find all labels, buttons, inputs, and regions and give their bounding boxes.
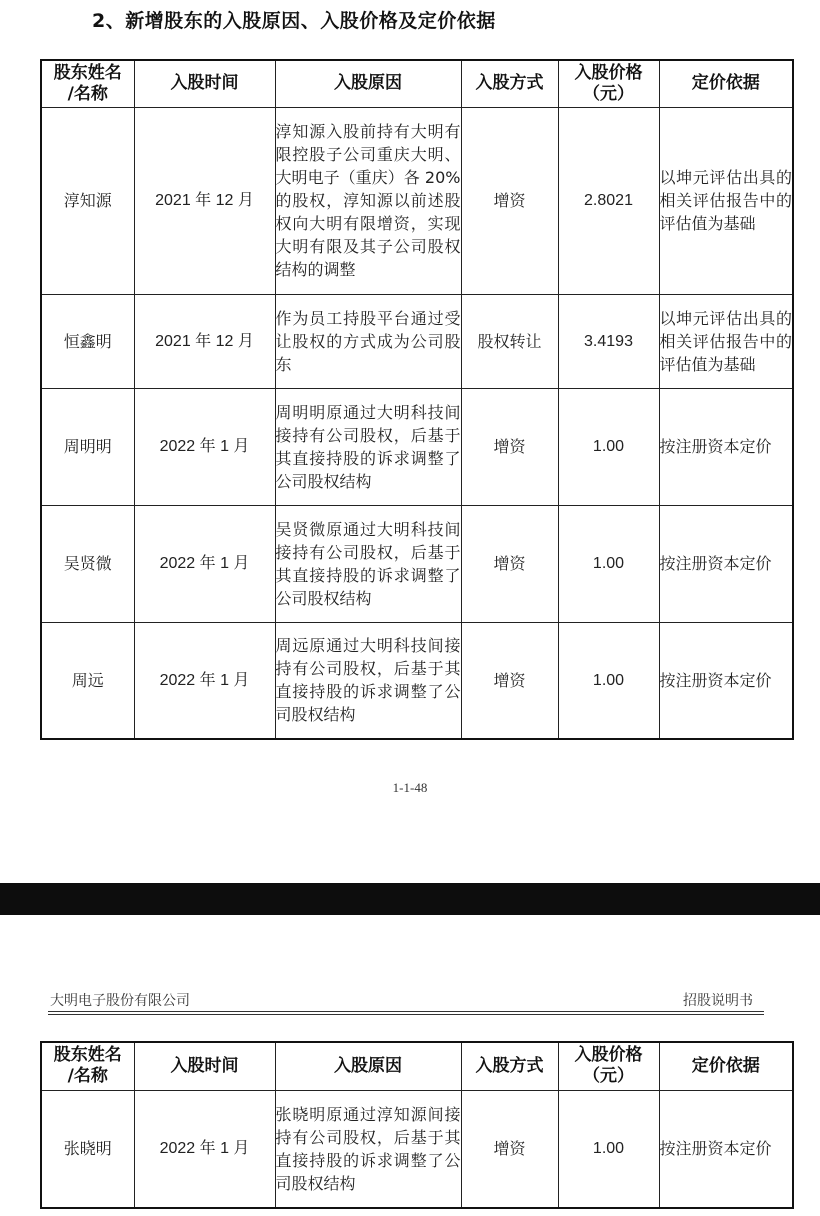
cell-basis: 按注册资本定价 [659, 388, 793, 505]
cell-date: 2022 年 1 月 [134, 622, 275, 739]
header-rule [48, 1011, 764, 1012]
table-row [41, 388, 793, 505]
header-price: 入股价格 （元） [558, 60, 659, 107]
header-basis: 定价依据 [659, 60, 793, 107]
cell-name: 吴贤微 [41, 505, 134, 622]
running-header-company: 大明电子股份有限公司 [50, 994, 190, 1009]
header-date: 入股时间 [134, 1042, 275, 1090]
header-name: 股东姓名 /名称 [41, 1042, 134, 1090]
page-separator [0, 883, 820, 915]
cell-reason: 淳知源入股前持有大明有限控股子公司重庆大明、大明电子（重庆）各 20%的股权，淳知源以前述股权向大明有限增资，实现大明有限及其子公司股权结构的调整 [275, 107, 461, 294]
cell-basis: 按注册资本定价 [659, 1090, 793, 1208]
cell-price: 1.00 [558, 1090, 659, 1208]
cell-name: 周远 [41, 622, 134, 739]
header-method: 入股方式 [461, 1042, 558, 1090]
cell-price: 3.4193 [558, 294, 659, 388]
cell-method: 股权转让 [461, 294, 558, 388]
table-header-row [41, 60, 793, 107]
cell-basis: 按注册资本定价 [659, 622, 793, 739]
cell-name: 淳知源 [41, 107, 134, 294]
cell-date: 2022 年 1 月 [134, 388, 275, 505]
cell-name: 张晓明 [41, 1090, 134, 1208]
cell-basis: 以坤元评估出具的相关评估报告中的评估值为基础 [659, 107, 793, 294]
cell-name: 恒鑫明 [41, 294, 134, 388]
cell-date: 2021 年 12 月 [134, 294, 275, 388]
header-reason: 入股原因 [275, 1042, 461, 1090]
cell-price: 1.00 [558, 622, 659, 739]
section-title: 2、新增股东的入股原因、入股价格及定价依据 [92, 10, 496, 32]
cell-name: 周明明 [41, 388, 134, 505]
header-basis: 定价依据 [659, 1042, 793, 1090]
cell-date: 2022 年 1 月 [134, 505, 275, 622]
shareholder-table [40, 59, 794, 740]
header-date: 入股时间 [134, 60, 275, 107]
cell-date: 2022 年 1 月 [134, 1090, 275, 1208]
cell-basis: 按注册资本定价 [659, 505, 793, 622]
cell-reason: 作为员工持股平台通过受让股权的方式成为公司股东 [275, 294, 461, 388]
cell-basis: 以坤元评估出具的相关评估报告中的评估值为基础 [659, 294, 793, 388]
table-row [41, 294, 793, 388]
header-rule [48, 1014, 764, 1015]
cell-method: 增资 [461, 388, 558, 505]
running-header-doc: 招股说明书 [683, 994, 753, 1009]
cell-reason: 张晓明原通过淳知源间接持有公司股权，后基于其直接持股的诉求调整了公司股权结构 [275, 1090, 461, 1208]
header-reason: 入股原因 [275, 60, 461, 107]
cell-price: 2.8021 [558, 107, 659, 294]
cell-price: 1.00 [558, 505, 659, 622]
cell-method: 增资 [461, 505, 558, 622]
table-row [41, 1090, 793, 1208]
cell-reason: 吴贤微原通过大明科技间接持有公司股权，后基于其直接持股的诉求调整了公司股权结构 [275, 505, 461, 622]
header-price: 入股价格 （元） [558, 1042, 659, 1090]
page-number: 1-1-48 [392, 780, 428, 795]
table-row [41, 505, 793, 622]
header-name: 股东姓名 /名称 [41, 60, 134, 107]
table-row [41, 107, 793, 294]
header-method: 入股方式 [461, 60, 558, 107]
cell-reason: 周远原通过大明科技间接持有公司股权，后基于其直接持股的诉求调整了公司股权结构 [275, 622, 461, 739]
cell-reason: 周明明原通过大明科技间接持有公司股权，后基于其直接持股的诉求调整了公司股权结构 [275, 388, 461, 505]
table-header-row [41, 1042, 793, 1090]
cell-method: 增资 [461, 622, 558, 739]
shareholder-table-continued [40, 1041, 794, 1209]
cell-date: 2021 年 12 月 [134, 107, 275, 294]
table-row [41, 622, 793, 739]
cell-method: 增资 [461, 1090, 558, 1208]
cell-method: 增资 [461, 107, 558, 294]
cell-price: 1.00 [558, 388, 659, 505]
